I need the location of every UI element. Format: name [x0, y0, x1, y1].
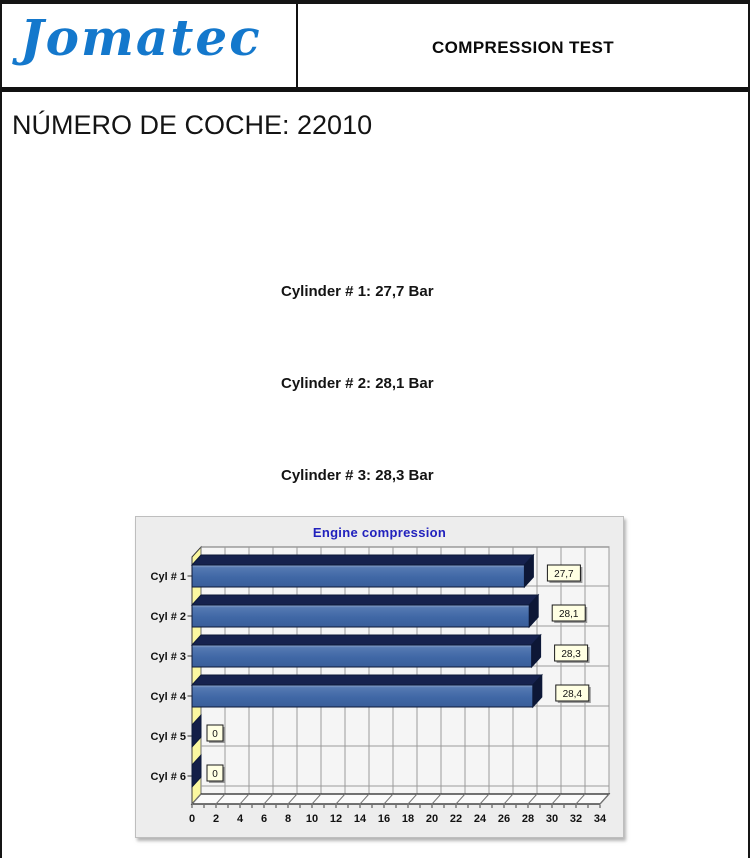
svg-text:28,4: 28,4: [562, 689, 583, 700]
svg-text:22: 22: [449, 813, 463, 825]
car-number-heading: NÚMERO DE COCHE: 22010: [12, 110, 373, 140]
report-header: [2, 4, 748, 92]
svg-text:8: 8: [284, 813, 292, 825]
report-title: COMPRESSION TEST: [431, 38, 615, 57]
svg-text:27,7: 27,7: [554, 569, 574, 580]
svg-text:32: 32: [569, 813, 583, 825]
svg-text:Cyl # 2: Cyl # 2: [150, 611, 186, 623]
svg-text:0: 0: [212, 769, 218, 780]
svg-text:0: 0: [188, 813, 196, 825]
svg-text:18: 18: [401, 813, 415, 825]
svg-text:4: 4: [236, 813, 244, 825]
svg-text:Cyl # 4: Cyl # 4: [150, 691, 186, 703]
svg-text:12: 12: [329, 813, 343, 825]
svg-text:2: 2: [212, 813, 220, 825]
svg-text:10: 10: [305, 813, 319, 825]
svg-text:14: 14: [353, 813, 367, 825]
engine-compression-chart: [135, 516, 624, 838]
svg-text:28,3: 28,3: [561, 649, 581, 660]
svg-text:34: 34: [593, 813, 607, 825]
svg-text:16: 16: [377, 813, 391, 825]
cylinder-reading: Cylinder # 1: 27,7 Bar: [281, 283, 434, 301]
cylinder-reading: Cylinder # 2: 28,1 Bar: [281, 374, 434, 392]
svg-text:Cyl # 1: Cyl # 1: [150, 571, 186, 583]
cylinder-reading: Cylinder # 3: 28,3 Bar: [281, 466, 434, 484]
svg-text:Cyl # 5: Cyl # 5: [150, 731, 186, 743]
svg-text:28: 28: [521, 813, 535, 825]
svg-text:Cyl # 6: Cyl # 6: [150, 771, 186, 783]
svg-text:20: 20: [425, 813, 439, 825]
svg-text:24: 24: [473, 813, 487, 825]
svg-text:0: 0: [212, 729, 218, 740]
svg-text:6: 6: [260, 813, 268, 825]
chart-plot: [136, 517, 623, 837]
chart-title: Engine compression: [312, 525, 447, 540]
svg-text:26: 26: [497, 813, 511, 825]
svg-text:28,1: 28,1: [558, 609, 579, 620]
jomatec-logo: Jomatec: [20, 8, 262, 67]
svg-text:Cyl # 3: Cyl # 3: [150, 651, 186, 663]
svg-text:30: 30: [545, 813, 559, 825]
